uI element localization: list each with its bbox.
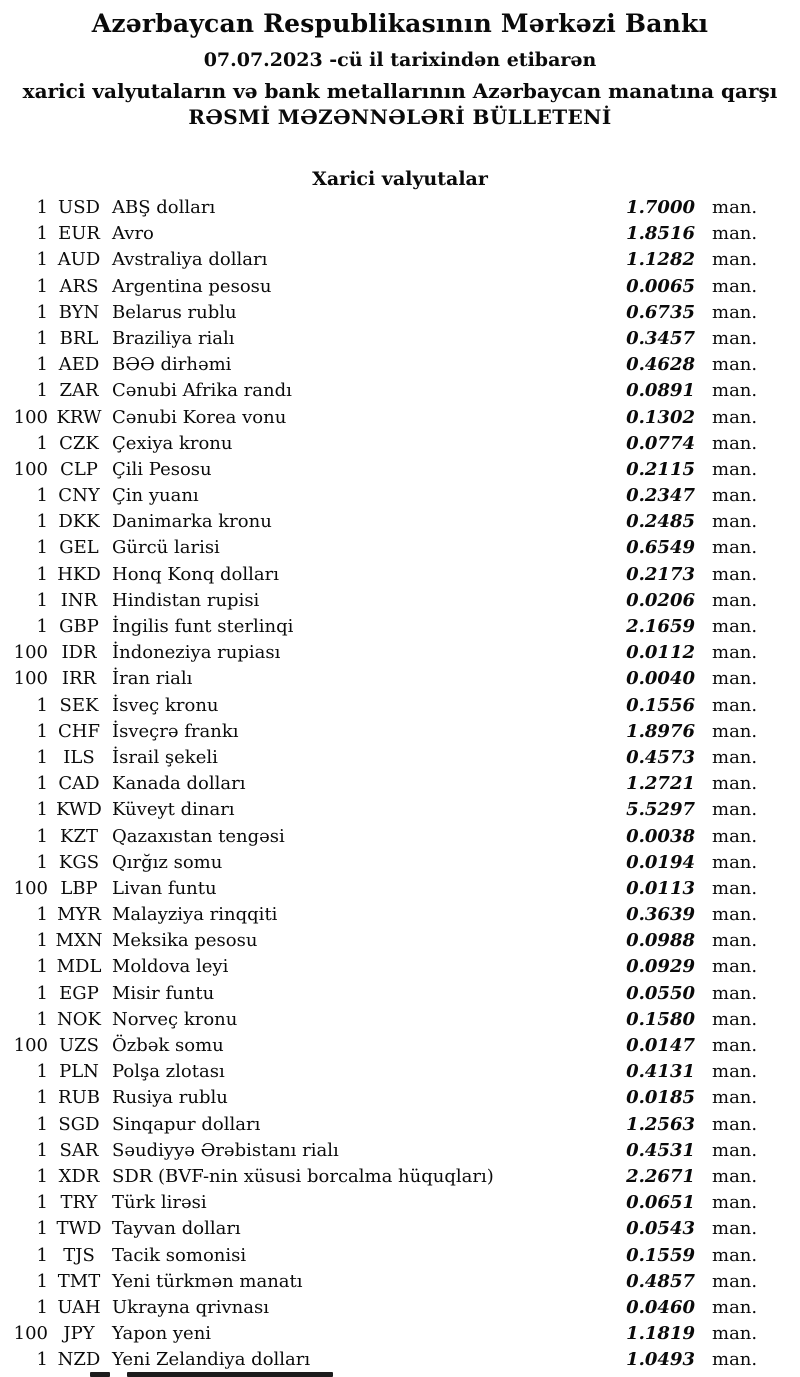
- currency-name: Qırğız somu: [112, 851, 223, 873]
- rate-row: [0, 850, 800, 876]
- rate-value: 0.0113: [626, 877, 695, 899]
- rate-value: 0.0194: [626, 851, 695, 873]
- rate-value: 0.2173: [626, 563, 695, 585]
- bulletin-header: [0, 0, 800, 130]
- unit-label: man.: [712, 1061, 758, 1083]
- currency-quantity: 1: [36, 930, 48, 952]
- currency-quantity: 100: [13, 458, 48, 480]
- currency-code: AUD: [57, 249, 101, 271]
- currency-quantity: 100: [13, 1035, 48, 1056]
- currency-name: Danimarka kronu: [112, 511, 272, 533]
- rate-row: [0, 797, 800, 823]
- rate-value: 0.6549: [626, 537, 695, 559]
- currency-quantity: 1: [36, 956, 48, 978]
- currency-code: CNY: [58, 485, 100, 507]
- rate-value: 1.2721: [626, 773, 695, 795]
- currency-name: Argentina pesosu: [112, 275, 272, 297]
- currency-name: Ukrayna qrivnası: [112, 1296, 269, 1318]
- currency-name: Cənubi Afrika randı: [112, 380, 292, 402]
- currency-code: MXN: [55, 930, 103, 952]
- rate-value: 0.1559: [626, 1244, 695, 1266]
- effective-date-line: 07.07.2023 -cü il tarixindən etibarən: [203, 49, 597, 71]
- rate-value: 0.0988: [626, 930, 695, 952]
- currency-code: KRW: [56, 406, 102, 428]
- rate-row: [0, 405, 800, 431]
- currency-code: GEL: [59, 537, 99, 559]
- rate-row: [0, 588, 800, 614]
- currency-code: KZT: [60, 825, 98, 847]
- rate-value: 0.3457: [626, 327, 695, 349]
- currency-name: İsrail şekeli: [112, 746, 218, 768]
- currency-name: Rusiya rublu: [112, 1087, 228, 1109]
- rate-row: [0, 981, 800, 1007]
- rate-value: 0.0891: [626, 380, 695, 402]
- rate-row: [0, 535, 800, 561]
- currency-quantity: 1: [36, 720, 48, 742]
- rate-row: [0, 195, 800, 221]
- rate-value: 0.4857: [626, 1270, 695, 1292]
- rate-row: [0, 1190, 800, 1216]
- currency-code: UAH: [57, 1296, 101, 1318]
- rate-row: [0, 1243, 800, 1269]
- rate-row: [0, 614, 800, 640]
- currency-quantity: 1: [36, 1270, 48, 1292]
- rate-row: [0, 1295, 800, 1321]
- rate-row: [0, 1321, 800, 1347]
- rate-row: [0, 693, 800, 719]
- rate-value: 0.2115: [626, 458, 695, 480]
- currency-quantity: 1: [36, 799, 48, 821]
- unit-label: man.: [712, 1218, 758, 1240]
- currency-name: Tayvan dolları: [112, 1218, 241, 1240]
- rate-value: 0.3639: [626, 904, 695, 926]
- rate-value: 0.0040: [626, 668, 695, 690]
- currency-name: Gürcü larisi: [112, 537, 220, 559]
- currency-code: BYN: [58, 301, 100, 323]
- currency-quantity: 1: [36, 825, 48, 847]
- currency-code: CAD: [58, 773, 100, 795]
- unit-label: man.: [712, 956, 758, 978]
- currency-quantity: 1: [36, 904, 48, 926]
- currency-code: INR: [60, 589, 98, 611]
- currency-quantity: 1: [36, 1139, 48, 1161]
- currency-name: Yapon yeni: [112, 1323, 212, 1345]
- rate-row: [0, 666, 800, 692]
- unit-label: man.: [712, 1349, 758, 1371]
- currency-name: Livan funtu: [112, 877, 217, 899]
- currency-quantity: 1: [36, 1244, 48, 1266]
- unit-label: man.: [712, 773, 758, 795]
- rate-row: [0, 1347, 800, 1373]
- currency-name: Çin yuanı: [112, 485, 199, 507]
- currency-quantity: 1: [36, 1008, 48, 1030]
- unit-label: man.: [712, 485, 758, 507]
- currency-name: Özbək somu: [112, 1035, 224, 1056]
- rate-value: 0.1302: [626, 406, 695, 428]
- currency-quantity: 1: [36, 1061, 48, 1083]
- unit-label: man.: [712, 1192, 758, 1214]
- currency-quantity: 1: [36, 694, 48, 716]
- unit-label: man.: [712, 354, 758, 376]
- unit-label: man.: [712, 223, 758, 245]
- currency-code: HKD: [57, 563, 101, 585]
- currency-name: Polşa zlotası: [112, 1061, 225, 1083]
- currency-code: AED: [58, 354, 100, 376]
- unit-label: man.: [712, 1035, 758, 1056]
- rate-row: [0, 1112, 800, 1138]
- unit-label: man.: [712, 1165, 758, 1187]
- rate-value: 0.0112: [626, 642, 695, 664]
- currency-quantity: 1: [36, 511, 48, 533]
- currency-name: Moldova leyi: [112, 956, 229, 978]
- rate-value: 1.2563: [626, 1113, 695, 1135]
- currency-code: UZS: [58, 1035, 99, 1056]
- currency-quantity: 1: [36, 485, 48, 507]
- currency-name: İsveçrə frankı: [112, 720, 239, 742]
- currency-code: EGP: [59, 982, 99, 1004]
- unit-label: man.: [712, 275, 758, 297]
- rate-value: 0.0929: [626, 956, 695, 978]
- rate-row: [0, 378, 800, 404]
- rate-value: 0.0185: [626, 1087, 695, 1109]
- currency-code: ZAR: [59, 380, 99, 402]
- currency-quantity: 1: [36, 197, 48, 218]
- currency-quantity: 1: [36, 275, 48, 297]
- currency-quantity: 1: [36, 1349, 48, 1371]
- unit-label: man.: [712, 904, 758, 926]
- currency-name: Meksika pesosu: [112, 930, 258, 952]
- currency-name: Çili Pesosu: [112, 458, 212, 480]
- unit-label: man.: [712, 380, 758, 402]
- unit-label: man.: [712, 851, 758, 873]
- rate-value: 0.2485: [626, 511, 695, 533]
- currency-name: Honq Konq dolları: [112, 563, 279, 585]
- exchange-rates-table: [0, 195, 800, 1373]
- currency-quantity: 1: [36, 354, 48, 376]
- currency-name: İndoneziya rupiası: [112, 642, 281, 664]
- currency-code: SAR: [59, 1139, 99, 1161]
- unit-label: man.: [712, 930, 758, 952]
- rate-row: [0, 954, 800, 980]
- currency-name: Kanada dolları: [112, 773, 246, 795]
- unit-label: man.: [712, 982, 758, 1004]
- currency-name: SDR (BVF-nin xüsusi borcalma hüquqları): [112, 1165, 494, 1187]
- currency-quantity: 1: [36, 982, 48, 1004]
- rate-row: [0, 1138, 800, 1164]
- rate-value: 0.0460: [626, 1296, 695, 1318]
- rate-value: 0.0065: [626, 275, 695, 297]
- rate-value: 5.5297: [626, 799, 695, 821]
- currency-code: MYR: [57, 904, 101, 926]
- rate-row: [0, 300, 800, 326]
- currency-name: Yeni Zelandiya dolları: [112, 1349, 311, 1371]
- currency-code: USD: [58, 197, 100, 218]
- currency-code: IDR: [61, 642, 97, 664]
- currency-code: KGS: [58, 851, 100, 873]
- rate-value: 1.8516: [626, 223, 695, 245]
- unit-label: man.: [712, 537, 758, 559]
- currency-quantity: 1: [36, 223, 48, 245]
- currency-name: Belarus rublu: [112, 301, 237, 323]
- currency-code: RUB: [58, 1087, 100, 1109]
- currency-quantity: 1: [36, 380, 48, 402]
- unit-label: man.: [712, 1270, 758, 1292]
- rate-row: [0, 457, 800, 483]
- rate-value: 0.0774: [626, 432, 695, 454]
- rate-row: [0, 745, 800, 771]
- rate-row: [0, 221, 800, 247]
- rate-value: 0.0651: [626, 1192, 695, 1214]
- currency-name: Misir funtu: [112, 982, 215, 1004]
- rate-row: [0, 902, 800, 928]
- rate-value: 0.0147: [626, 1035, 695, 1056]
- rate-row: [0, 928, 800, 954]
- rate-value: 0.1556: [626, 694, 695, 716]
- unit-label: man.: [712, 1296, 758, 1318]
- currency-name: Avstraliya dolları: [112, 249, 268, 271]
- rate-value: 0.4573: [626, 746, 695, 768]
- currency-code: BRL: [59, 327, 99, 349]
- unit-label: man.: [712, 1087, 758, 1109]
- rate-row: [0, 562, 800, 588]
- unit-label: man.: [712, 432, 758, 454]
- clipped-next-row-fragment: [127, 1372, 333, 1377]
- currency-code: IRR: [61, 668, 97, 690]
- currency-quantity: 1: [36, 1165, 48, 1187]
- currency-code: MDL: [56, 956, 102, 978]
- rate-value: 0.1580: [626, 1008, 695, 1030]
- currency-quantity: 1: [36, 589, 48, 611]
- currency-code: TJS: [63, 1244, 95, 1266]
- currency-quantity: 1: [36, 746, 48, 768]
- unit-label: man.: [712, 877, 758, 899]
- currency-quantity: 1: [36, 432, 48, 454]
- currency-quantity: 1: [36, 563, 48, 585]
- rate-row: [0, 1007, 800, 1033]
- currency-name: Avro: [112, 223, 154, 245]
- currency-code: PLN: [59, 1061, 99, 1083]
- rate-row: [0, 274, 800, 300]
- currency-name: İngilis funt sterlinqi: [112, 616, 294, 637]
- rate-row: [0, 824, 800, 850]
- currency-name: İsveç kronu: [112, 694, 219, 716]
- currency-name: İran rialı: [112, 668, 193, 690]
- currency-code: EUR: [58, 223, 100, 245]
- unit-label: man.: [712, 1139, 758, 1161]
- section-title-foreign-currencies: Xarici valyutalar: [312, 168, 488, 190]
- unit-label: man.: [712, 589, 758, 611]
- currency-name: ABŞ dolları: [112, 197, 216, 218]
- unit-label: man.: [712, 1323, 758, 1345]
- currency-quantity: 1: [36, 1113, 48, 1135]
- currency-quantity: 1: [36, 301, 48, 323]
- unit-label: man.: [712, 197, 758, 218]
- unit-label: man.: [712, 327, 758, 349]
- rate-value: 1.1819: [626, 1323, 695, 1345]
- currency-name: Yeni türkmən manatı: [112, 1270, 303, 1292]
- currency-code: CHF: [58, 720, 100, 742]
- rate-row: [0, 1164, 800, 1190]
- rate-value: 0.0550: [626, 982, 695, 1004]
- rate-row: [0, 1269, 800, 1295]
- rate-value: 0.0206: [626, 589, 695, 611]
- currency-code: KWD: [56, 799, 102, 821]
- currency-code: ARS: [59, 275, 99, 297]
- unit-label: man.: [712, 799, 758, 821]
- currency-code: CLP: [60, 458, 98, 480]
- rate-value: 1.8976: [626, 720, 695, 742]
- unit-label: man.: [712, 616, 758, 637]
- currency-code: ILS: [63, 746, 95, 768]
- currency-name: Səudiyyə Ərəbistanı rialı: [112, 1139, 339, 1161]
- currency-name: Braziliya rialı: [112, 327, 235, 349]
- currency-name: Sinqapur dolları: [112, 1113, 261, 1135]
- unit-label: man.: [712, 720, 758, 742]
- rate-value: 2.2671: [626, 1165, 695, 1187]
- unit-label: man.: [712, 1113, 758, 1135]
- currency-quantity: 100: [13, 877, 48, 899]
- currency-code: LBP: [60, 877, 98, 899]
- currency-quantity: 1: [36, 1296, 48, 1318]
- unit-label: man.: [712, 458, 758, 480]
- rate-row: [0, 1085, 800, 1111]
- currency-quantity: 1: [36, 851, 48, 873]
- rate-row: [0, 876, 800, 902]
- unit-label: man.: [712, 825, 758, 847]
- currency-name: Çexiya kronu: [112, 432, 233, 454]
- bulletin-title-line: RƏSMİ MƏZƏNNƏLƏRİ BÜLLETENİ: [188, 105, 612, 129]
- rate-row: [0, 352, 800, 378]
- currency-name: Qazaxıstan tengəsi: [112, 825, 285, 847]
- clipped-next-row-fragment: [90, 1372, 110, 1377]
- unit-label: man.: [712, 301, 758, 323]
- currency-code: GBP: [59, 616, 99, 637]
- rate-value: 0.4628: [626, 354, 695, 376]
- rate-value: 0.4531: [626, 1139, 695, 1161]
- rate-value: 0.4131: [626, 1061, 695, 1083]
- currency-quantity: 1: [36, 616, 48, 637]
- currency-quantity: 1: [36, 327, 48, 349]
- unit-label: man.: [712, 511, 758, 533]
- currency-quantity: 1: [36, 1218, 48, 1240]
- rate-row: [0, 1216, 800, 1242]
- currency-code: SEK: [59, 694, 99, 716]
- unit-label: man.: [712, 1008, 758, 1030]
- currency-quantity: 100: [13, 642, 48, 664]
- subject-line: xarici valyutaların və bank metallarının Azərbaycan manatına qarşı: [22, 79, 778, 103]
- currency-quantity: 100: [13, 1323, 48, 1345]
- currency-code: NOK: [57, 1008, 101, 1030]
- currency-code: DKK: [58, 511, 100, 533]
- unit-label: man.: [712, 1244, 758, 1266]
- currency-code: NZD: [57, 1349, 101, 1371]
- rate-value: 0.6735: [626, 301, 695, 323]
- unit-label: man.: [712, 668, 758, 690]
- rate-row: [0, 431, 800, 457]
- currency-name: Küveyt dinarı: [112, 799, 235, 821]
- rate-row: [0, 483, 800, 509]
- currency-name: Türk lirəsi: [112, 1192, 207, 1214]
- currency-name: Tacik somonisi: [112, 1244, 247, 1266]
- rate-value: 1.0493: [626, 1349, 695, 1371]
- currency-name: Cənubi Korea vonu: [112, 406, 287, 428]
- rate-value: 0.0038: [626, 825, 695, 847]
- currency-code: XDR: [58, 1165, 100, 1187]
- rate-row: [0, 640, 800, 666]
- rate-value: 1.1282: [626, 249, 695, 271]
- rate-row: [0, 326, 800, 352]
- currency-code: SGD: [58, 1113, 100, 1135]
- unit-label: man.: [712, 563, 758, 585]
- currency-code: TMT: [57, 1270, 101, 1292]
- unit-label: man.: [712, 406, 758, 428]
- rate-value: 1.7000: [626, 197, 695, 218]
- currency-name: Malayziya rinqqiti: [112, 904, 278, 926]
- rate-row: [0, 771, 800, 797]
- rate-value: 0.2347: [626, 485, 695, 507]
- page-title: Azərbaycan Respublikasının Mərkəzi Bankı: [91, 9, 709, 38]
- unit-label: man.: [712, 694, 758, 716]
- currency-code: JPY: [63, 1323, 95, 1345]
- unit-label: man.: [712, 642, 758, 664]
- currency-quantity: 100: [13, 406, 48, 428]
- currency-quantity: 1: [36, 1192, 48, 1214]
- currency-quantity: 1: [36, 249, 48, 271]
- unit-label: man.: [712, 746, 758, 768]
- rate-row: [0, 509, 800, 535]
- rate-row: [0, 719, 800, 745]
- currency-code: TRY: [60, 1192, 98, 1214]
- rate-row: [0, 1033, 800, 1059]
- currency-quantity: 100: [13, 668, 48, 690]
- unit-label: man.: [712, 249, 758, 271]
- currency-quantity: 1: [36, 537, 48, 559]
- currency-code: CZK: [59, 432, 99, 454]
- currency-quantity: 1: [36, 773, 48, 795]
- currency-code: TWD: [56, 1218, 102, 1240]
- rate-value: 2.1659: [626, 616, 695, 637]
- currency-name: Hindistan rupisi: [112, 589, 260, 611]
- currency-quantity: 1: [36, 1087, 48, 1109]
- rate-row: [0, 1059, 800, 1085]
- rate-row: [0, 247, 800, 273]
- currency-name: BƏƏ dirhəmi: [112, 354, 232, 376]
- rate-value: 0.0543: [626, 1218, 695, 1240]
- currency-name: Norveç kronu: [112, 1008, 238, 1030]
